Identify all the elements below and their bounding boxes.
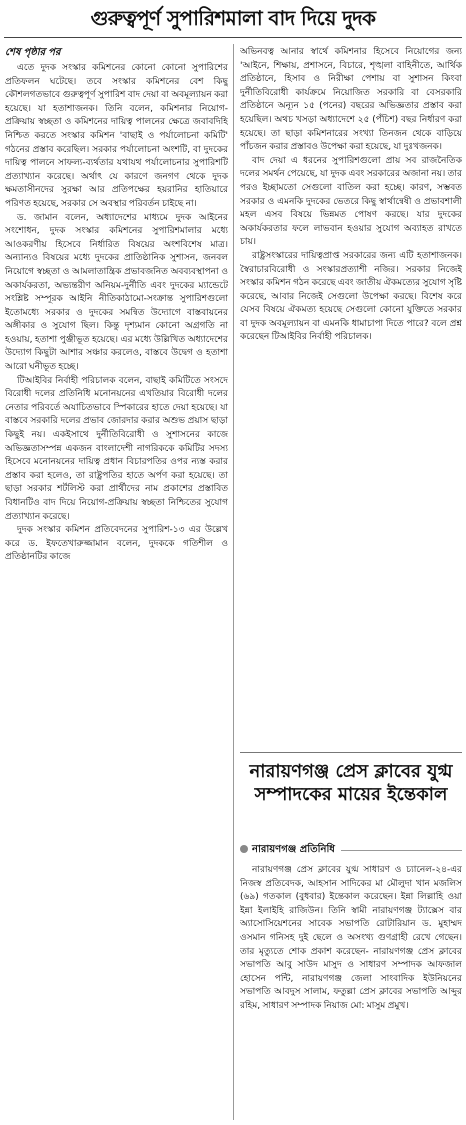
headline-rule bbox=[4, 37, 462, 38]
left-paragraph: দুদক সংস্কার কমিশন প্রতিবেদনের সুপারিশ-১৩ এর উল্লেখ করে ড. ইফতেখারুজ্জামান বলেন, দুদককে গতিশীল ও প্রতিষ্ঠানটির কাজে bbox=[5, 525, 228, 563]
obituary-paragraph: নারায়ণগঞ্জ প্রেস ক্লাবের যুগ্ম সাধারণ ও চ্যানেল-২৪-এর নিজস্ব প্রতিবেদক, আহসান সাদিকের মা মৌলুদা খান মজলিস (৬৯) গতকাল (বুধবার) ইন্তেকাল করেছেন। ইন্না লিল্লাহি ওয়া ইন্না ইলাইহি রাজিউন। তিনি স্বামী নারায়ণগঞ্জ ট্যাক্সেস বার অ্যাসোসিয়েশনের সাবেক সভাপতি রোটারিয়ান ড. মুহাম্মদ ওসমান গনিসহ দুই ছেলে ও অসংখ্য গুণগ্রাহী রেখে গেছেন। তার মৃত্যুতে শোক প্রকাশ করেছেন- নারায়ণগঞ্জ প্রেস ক্লাবের সভাপতি আবু সাউদ মাসুদ ও সাধারণ সম্পাদক আফজাল হোসেন পন্টি, নারায়ণগঞ্জ জেলা সাংবাদিক ইউনিয়নের সভাপতি আবদুস সালাম, ফতুল্লা প্রেস ক্লাবের সভাপতি আব্দুর রহিম, সাধারণ সম্পাদক নিয়াজ মো: মাসুম প্রমুখ। bbox=[240, 865, 462, 1011]
left-paragraph: টিআইবির নির্বাহী পরিচালক বলেন, বাছাই কমিটিতে সংসদে বিরোধী দলের প্রতিনিধি মনোনয়নের এখতিয়ার বিরোধী দলের নেতার পরিবর্তে অযাচিতভাবে স্পিকারের হাতে দেয়া হয়েছে। যা বাস্তবে সরকারি দলের প্রভাব জোরদার করার অশুভ প্রয়াস ছাড়া কিছুই নয়। একইসাথে দুর্নীতিবিরোধী ও সুশাসনের কাজে অভিজ্ঞতাসম্পন্ন একজন বাংলাদেশী নাগরিককে কমিটির সদস্য হিসেবে মনোনয়নের দায়িত্ব প্রধান বিচারপতির ওপর ন্যস্ত করার প্রস্তাব করা হলেও, তা রাষ্ট্রপতির হাতে অর্পণ করা হয়েছে। তা ছাড়া সরকার শর্টলিস্ট করা প্রার্থীদের নাম প্রকাশের প্রস্তাবিত বিধানটিও বাদ দিয়ে নিয়োগ-প্রক্রিয়ায় স্বচ্ছতা নিশ্চিতের সুযোগ প্রত্যাখ্যান করেছে। bbox=[5, 375, 228, 522]
article-divider bbox=[240, 752, 462, 753]
column-divider bbox=[233, 44, 234, 1120]
reporter-name: নারায়ণগঞ্জ প্রতিনিধি bbox=[252, 844, 335, 855]
right-column-bottom bbox=[240, 864, 462, 1118]
reporter-line bbox=[240, 842, 462, 860]
left-paragraph: ড. জামান বলেন, অধ্যাদেশের মাধ্যমে দুদক আইনের সংশোধন, দুদক সংস্কার কমিশনের সুপারিশমালার মধ্যে আওকরণীয় হিসেবে নির্ধারিত বিষয়ের অংশবিশেষ মাত্র। অন্যান্যও বিষয়ের মধ্যে দুদকের প্রাতিষ্ঠানিক সুশাসন, জনবল নিয়োগে স্বচ্ছতা ও আমলাতান্ত্রিক প্রভাবজনিত অবব্যবস্থাপনা ও অকার্যকরতা, অভ্যন্তরীণ অনিয়ম-দুর্নীতি এবং দুদকের ম্যান্ডেটে সংশ্লিষ্ট সম্পূরক আইনি নীতিকাঠামো-সংক্রান্ত সুপারিশগুলো ইতোমধ্যে সরকার ও দুদকের সমন্বিত উদ্যোগে বাস্তবায়নের অঙ্গীকার ও সুযোগ ছিল। কিন্তু দৃশ্যমান কোনো অগ্রগতি না হওয়ায়, হতাশা পুঞ্জীভূত হয়েছে। এর মধ্যে উল্লিখিত অধ্যাদেশের উদ্যোগ কিছুটা আশার সঞ্চার করলেও, বাস্তবে উদ্বেগ ও হতাশা আরো ঘনীভূত হচ্ছে। bbox=[5, 212, 228, 373]
reporter-credit bbox=[240, 842, 341, 858]
right-paragraph: বাদ দেয়া এ ধরনের সুপারিশগুলো প্রায় সব রাজনৈতিক দলের সমর্থন পেয়েছে, যা দুদক এবং সরকারের অজানা নয়। তার পরও ইচ্ছামতো সেগুলো বাতিল করা হচ্ছে। কারণ, সম্ভবত সরকার ও এমনকি দুদকের ভেতরে কিছু স্বার্থান্বেষী ও প্রভাবশালী মহল এসব বিষয়ে ভিন্নমত পোষণ করছে। যার দুদকের অকার্যকরতার ফলে লাভবান হওয়ার সুযোগ অব্যাহত রাখতে চায়। bbox=[240, 155, 462, 248]
right-paragraph: রাষ্ট্রসংস্কারের দায়িত্বপ্রাপ্ত সরকারের জন্য এটি হতাশাজনক। স্বৈরাচারবিরোধী ও সংস্কারপ্রত্যাশী নজির। সরকার নিজেই সংস্কার কমিশন গঠন করেছে এবং জাতীয় ঐকমত্যের সুযোগ সৃষ্টি করেছে, আবার নিজেই সেগুলো উপেক্ষা করছে। বিশেষ করে যেসব বিষয়ে ঐকমত্য হয়েছে সেগুলো কোনো যুক্তিতে সরকার বা দুদক অবমূল্যায়ন বা এমনকি ধামাচাপা দিতে পারে? বলে প্রশ্ন করেছেন টিআইবির নির্বাহী পরিচালক। bbox=[240, 250, 462, 343]
main-headline: গুরুত্বপূর্ণ সুপারিশমালা বাদ দিয়ে দুদক bbox=[90, 6, 376, 30]
second-headline: নারায়ণগঞ্জ প্রেস ক্লাবের যুগ্ম সম্পাদকের মায়ের ইন্তেকাল bbox=[249, 761, 453, 805]
left-column bbox=[5, 46, 228, 1118]
right-column-top bbox=[240, 46, 462, 752]
continued-label: শেষ পৃষ্ঠার পর bbox=[5, 47, 61, 58]
left-paragraph: এতে দুদক সংস্কার কমিশনের কোনো কোনো সুপারিশের প্রতিফলন ঘটেছে। তবে সংস্কার কমিশনের বেশ কিছু কৌশলগতভাবে গুরুত্বপূর্ণ সুপারিশ বাদ দেয়া বা অবমূল্যায়ন করা হয়েছে। যা হতাশাজনক। তিনি বলেন, কমিশনার নিয়োগ-প্রক্রিয়ায় স্বচ্ছতা ও কমিশনের দায়িত্ব পালনের ক্ষেত্রে জবাবদিহি নিশ্চিত করতে সংস্কার কমিশন 'বাছাই ও পর্যালোচনা কমিটি' গঠনের প্রস্তাব করেছিল। সরকার পর্যালোচনা অংশটি, বা দুদকের দায়িত্ব পালনে সাফল্য-ব্যর্থতার যথাযথ পর্যালোচনার সুপারিশটি প্রত্যাখ্যান করেছে। অর্থাৎ যে কারণে জনগণ থেকে দুদক ক্ষমতাসীনদের সুরক্ষা আর প্রতিপক্ষের হয়রানির হাতিয়ারে পরিণত হয়েছে, সরকার সে অবস্থার পরিবর্তন চাইছে না। bbox=[5, 63, 228, 209]
bullet-icon bbox=[240, 845, 248, 853]
right-paragraph: অভিনবত্ব আনার স্বার্থে কমিশনার হিসেবে নিয়োগের জন্য 'আইনে, শিক্ষায়, প্রশাসনে, বিচারে, শৃঙ্খলা বাহিনীতে, আর্থিক প্রতিষ্ঠানে, হিসাব ও নিরীক্ষা পেশায় বা সুশাসন কিংবা দুর্নীতিবিরোধী কার্যক্রমে নিয়োজিত সরকারি বা বেসরকারি প্রতিষ্ঠানে অন্যূন ১৫ (পনের) বছরের অভিজ্ঞতার প্রস্তাব করা হয়েছিল। অথচ খসড়া অধ্যাদেশে ২৫ (পঁচিশ) বছর নির্ধারণ করা হয়েছে। তা ছাড়া কমিশনারের সংখ্যা তিনজন থেকে বাড়িয়ে পাঁচজন করার প্রস্তাবও উপেক্ষা করা হয়েছে, যা দুঃখজনক। bbox=[240, 47, 462, 153]
